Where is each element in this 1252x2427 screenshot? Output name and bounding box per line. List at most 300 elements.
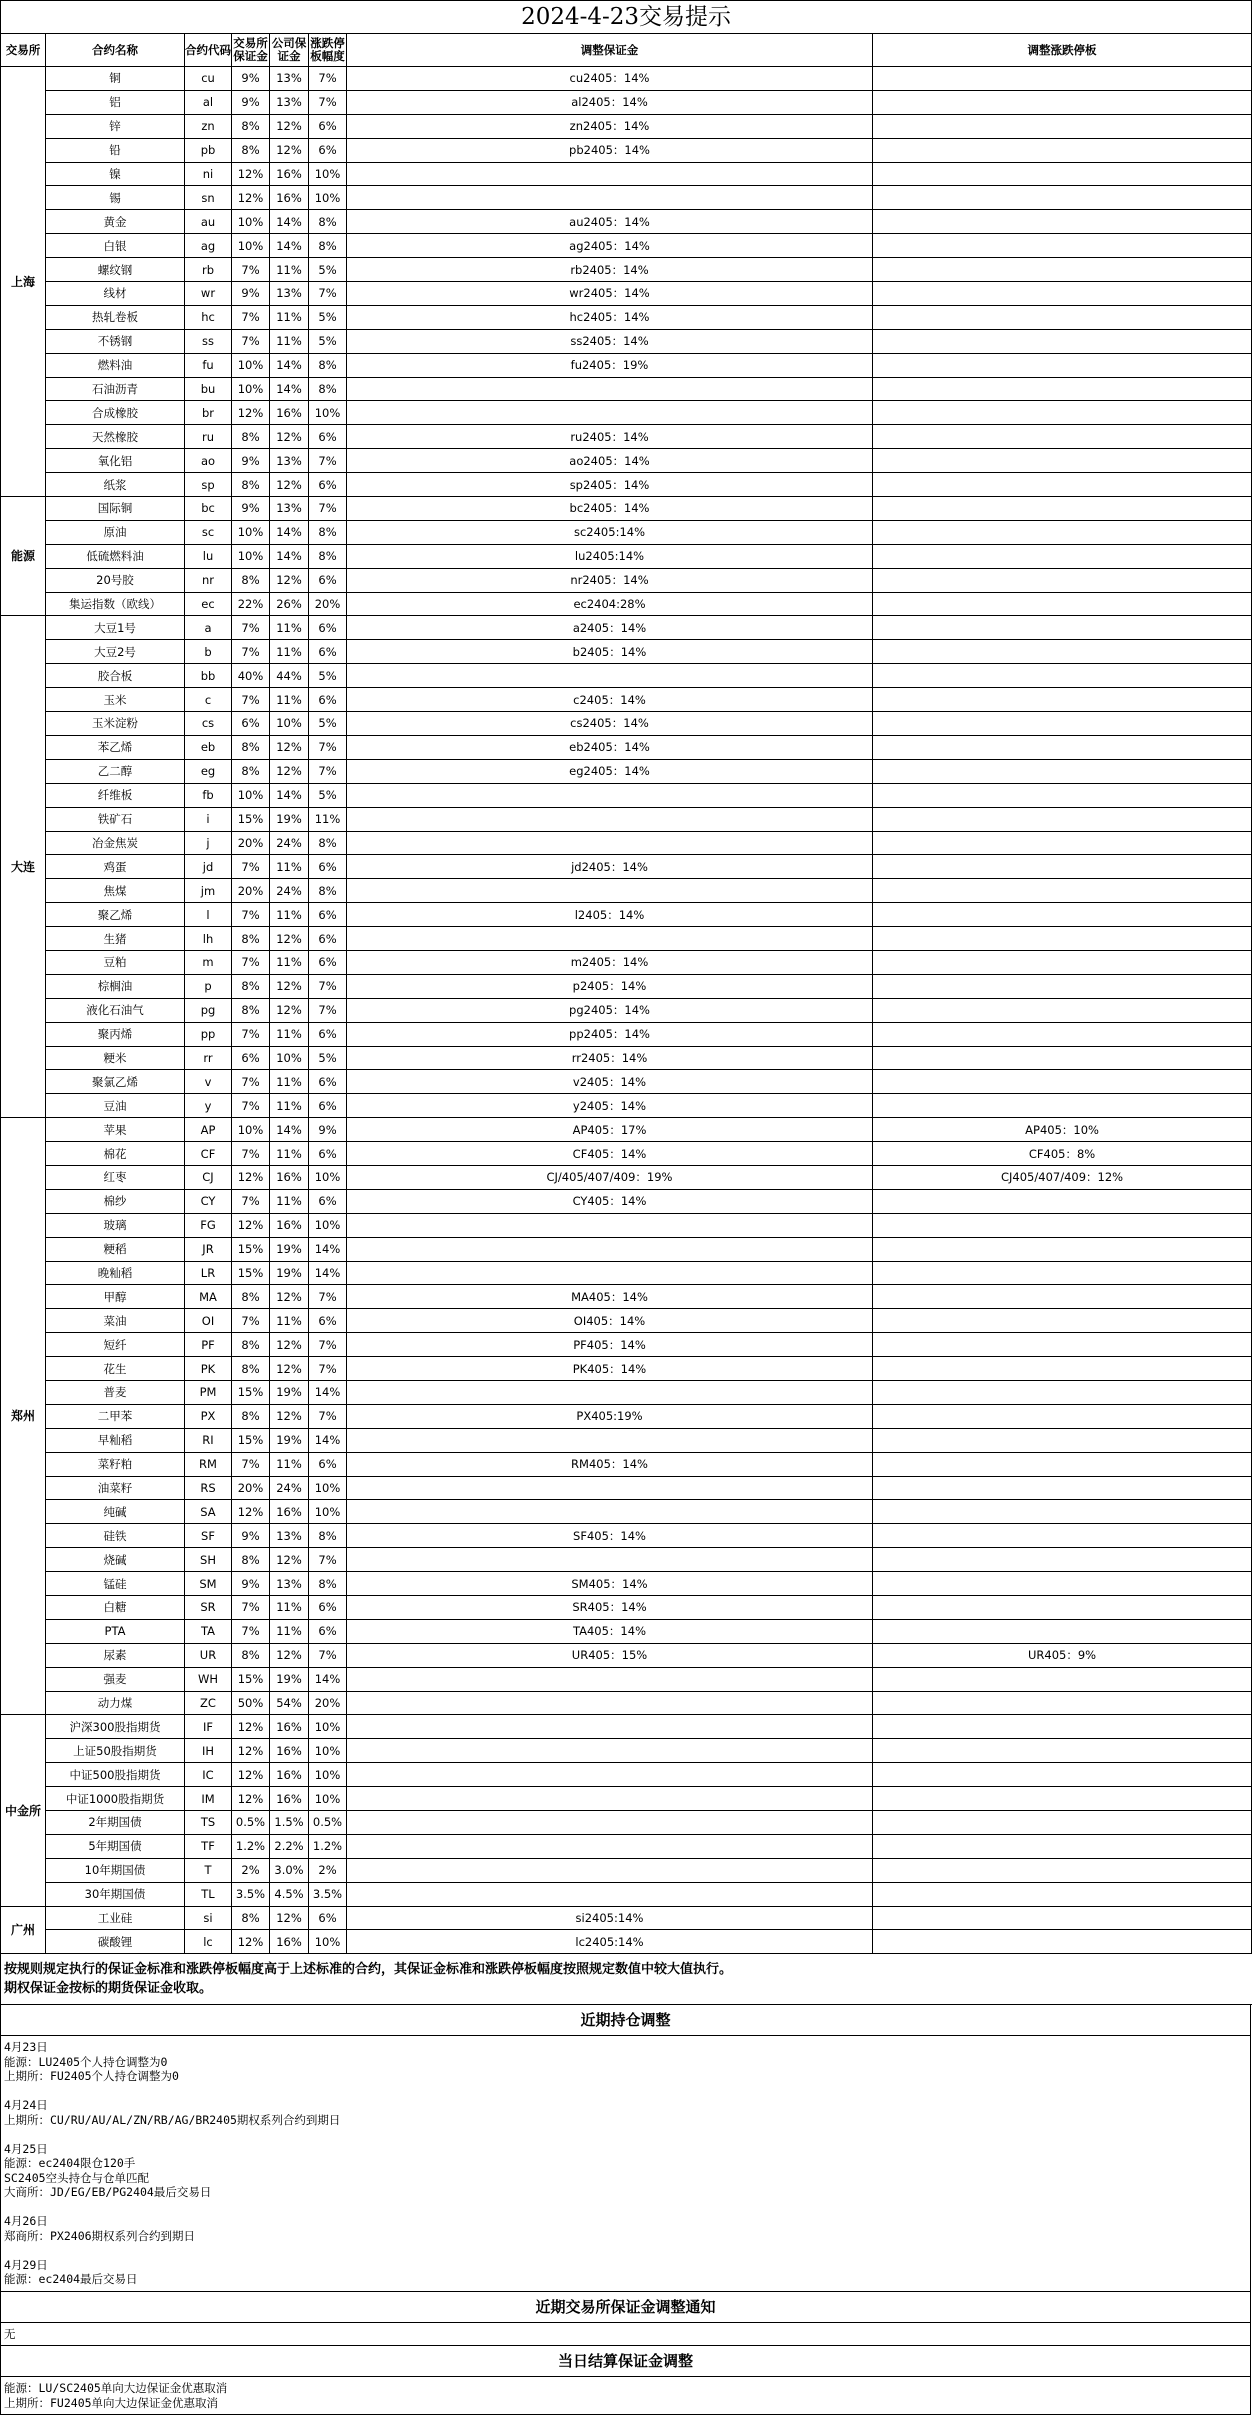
limit-cell: 7% <box>309 1285 347 1309</box>
limit-cell: 7% <box>309 449 347 473</box>
limit-cell: 6% <box>309 1452 347 1476</box>
company-margin-cell: 14% <box>270 1118 309 1142</box>
table-header <box>1 34 1252 67</box>
contract-code-cell: SH <box>185 1548 232 1572</box>
table-row <box>1 855 1252 879</box>
exchange-margin-cell: 20% <box>232 831 270 855</box>
exchange-cell: 上海 <box>1 67 46 497</box>
table-row <box>1 903 1252 927</box>
adjust-limit-cell <box>873 1046 1252 1070</box>
adjust-limit-cell <box>873 616 1252 640</box>
company-margin-cell: 19% <box>270 1380 309 1404</box>
exchange-margin-cell: 8% <box>232 568 270 592</box>
company-margin-cell: 11% <box>270 1619 309 1643</box>
table-row <box>1 1500 1252 1524</box>
contract-name-cell: 甲醇 <box>46 1285 185 1309</box>
exchange-margin-cell: 20% <box>232 879 270 903</box>
company-margin-cell: 12% <box>270 735 309 759</box>
adjust-limit-cell <box>873 1333 1252 1357</box>
contract-name-cell: 锰硅 <box>46 1572 185 1596</box>
table-row <box>1 1572 1252 1596</box>
adjust-margin-cell: v2405：14% <box>347 1070 873 1094</box>
exchange-margin-cell: 9% <box>232 67 270 91</box>
limit-cell: 8% <box>309 377 347 401</box>
exchange-margin-cell: 8% <box>232 1357 270 1381</box>
adjust-limit-cell <box>873 927 1252 951</box>
contract-code-cell: RI <box>185 1428 232 1452</box>
table-row <box>1 1333 1252 1357</box>
company-margin-cell: 12% <box>270 473 309 497</box>
adjust-limit-cell <box>873 831 1252 855</box>
contract-name-cell: 原油 <box>46 520 185 544</box>
contract-name-cell: 燃料油 <box>46 353 185 377</box>
contract-code-cell: bb <box>185 664 232 688</box>
adjust-limit-cell <box>873 186 1252 210</box>
company-margin-cell: 11% <box>270 640 309 664</box>
exchange-margin-cell: 7% <box>232 1619 270 1643</box>
adjust-margin-cell <box>347 1667 873 1691</box>
contract-code-cell: ss <box>185 329 232 353</box>
company-margin-cell: 16% <box>270 1500 309 1524</box>
table-row <box>1 67 1252 91</box>
spacer <box>4 2084 1247 2099</box>
company-margin-cell: 14% <box>270 783 309 807</box>
company-margin-cell: 14% <box>270 520 309 544</box>
contract-name-cell: 热轧卷板 <box>46 305 185 329</box>
contract-code-cell: IC <box>185 1763 232 1787</box>
adjust-limit-cell <box>873 592 1252 616</box>
contract-code-cell: i <box>185 807 232 831</box>
company-margin-cell: 11% <box>270 1309 309 1333</box>
exchange-notice-title: 近期交易所保证金调整通知 <box>0 2292 1251 2323</box>
adjust-margin-cell: PF405：14% <box>347 1333 873 1357</box>
company-margin-cell: 16% <box>270 1715 309 1739</box>
exchange-cell: 大连 <box>1 616 46 1118</box>
limit-cell: 14% <box>309 1667 347 1691</box>
contract-name-cell: 强麦 <box>46 1667 185 1691</box>
table-row <box>1 927 1252 951</box>
contract-code-cell: TA <box>185 1619 232 1643</box>
contract-name-cell: 螺纹钢 <box>46 258 185 282</box>
exchange-margin-cell: 12% <box>232 1715 270 1739</box>
limit-cell: 7% <box>309 1357 347 1381</box>
exchange-margin-cell: 9% <box>232 449 270 473</box>
contract-name-cell: 铅 <box>46 138 185 162</box>
company-margin-cell: 11% <box>270 1070 309 1094</box>
company-margin-cell: 14% <box>270 353 309 377</box>
exchange-margin-cell: 6% <box>232 1046 270 1070</box>
exchange-margin-cell: 10% <box>232 210 270 234</box>
exchange-margin-cell: 10% <box>232 544 270 568</box>
adjust-margin-cell: eg2405：14% <box>347 759 873 783</box>
table-row <box>1 234 1252 258</box>
contract-name-cell: 焦煤 <box>46 879 185 903</box>
limit-cell: 7% <box>309 759 347 783</box>
contract-name-cell: 5年期国债 <box>46 1834 185 1858</box>
adjust-margin-cell <box>347 879 873 903</box>
company-margin-cell: 19% <box>270 1667 309 1691</box>
limit-cell: 7% <box>309 1333 347 1357</box>
contract-name-cell: 粳米 <box>46 1046 185 1070</box>
table-row <box>1 1596 1252 1620</box>
table-row <box>1 1524 1252 1548</box>
adjust-margin-cell: CY405：14% <box>347 1189 873 1213</box>
table-row <box>1 1022 1252 1046</box>
adjust-limit-cell <box>873 568 1252 592</box>
contract-name-cell: 菜籽粕 <box>46 1452 185 1476</box>
table-row <box>1 1715 1252 1739</box>
position-entry-line: 上期所：FU2405个人持仓调整为0 <box>4 2069 179 2084</box>
adjust-margin-cell: sp2405：14% <box>347 473 873 497</box>
limit-cell: 10% <box>309 1787 347 1811</box>
exchange-margin-cell: 15% <box>232 1380 270 1404</box>
exchange-margin-cell: 9% <box>232 90 270 114</box>
adjust-margin-cell: au2405：14% <box>347 210 873 234</box>
exchange-margin-cell: 8% <box>232 974 270 998</box>
contract-code-cell: PM <box>185 1380 232 1404</box>
exchange-margin-cell: 7% <box>232 616 270 640</box>
table-row <box>1 305 1252 329</box>
position-entry-line: 郑商所：PX2406期权系列合约到期日 <box>4 2228 196 2243</box>
table-row <box>1 1763 1252 1787</box>
adjust-limit-cell <box>873 688 1252 712</box>
exchange-margin-cell: 12% <box>232 162 270 186</box>
adjust-limit-cell <box>873 664 1252 688</box>
table-row <box>1 1619 1252 1643</box>
exchange-margin-cell: 8% <box>232 138 270 162</box>
adjust-limit-cell <box>873 544 1252 568</box>
exchange-margin-cell: 12% <box>232 401 270 425</box>
company-margin-cell: 16% <box>270 1787 309 1811</box>
contract-code-cell: RS <box>185 1476 232 1500</box>
position-section-body <box>0 2036 1251 2292</box>
company-margin-cell: 14% <box>270 377 309 401</box>
table-row <box>1 162 1252 186</box>
adjust-margin-cell <box>347 1691 873 1715</box>
limit-cell: 6% <box>309 1070 347 1094</box>
adjust-margin-cell <box>347 377 873 401</box>
adjust-limit-cell <box>873 1094 1252 1118</box>
company-margin-cell: 13% <box>270 67 309 91</box>
limit-cell: 10% <box>309 162 347 186</box>
exchange-margin-cell: 7% <box>232 688 270 712</box>
exchange-margin-cell: 9% <box>232 282 270 306</box>
limit-cell: 6% <box>309 114 347 138</box>
table-row <box>1 712 1252 736</box>
adjust-margin-cell: pp2405：14% <box>347 1022 873 1046</box>
contract-code-cell: ec <box>185 592 232 616</box>
limit-cell: 5% <box>309 783 347 807</box>
adjust-margin-cell <box>347 1739 873 1763</box>
company-margin-cell: 2.2% <box>270 1834 309 1858</box>
adjust-margin-cell: ss2405：14% <box>347 329 873 353</box>
adjust-limit-cell <box>873 1667 1252 1691</box>
contract-code-cell: UR <box>185 1643 232 1667</box>
company-margin-cell: 11% <box>270 305 309 329</box>
limit-cell: 11% <box>309 807 347 831</box>
exchange-margin-cell: 1.2% <box>232 1834 270 1858</box>
limit-cell: 6% <box>309 1596 347 1620</box>
company-margin-cell: 26% <box>270 592 309 616</box>
limit-cell: 7% <box>309 974 347 998</box>
contract-code-cell: zn <box>185 114 232 138</box>
contract-code-cell: JR <box>185 1237 232 1261</box>
limit-cell: 7% <box>309 282 347 306</box>
contract-code-cell: TS <box>185 1811 232 1835</box>
adjust-margin-cell: SF405：14% <box>347 1524 873 1548</box>
contract-name-cell: 铝 <box>46 90 185 114</box>
adjust-margin-cell <box>347 1476 873 1500</box>
contract-code-cell: CJ <box>185 1165 232 1189</box>
adjust-limit-cell <box>873 807 1252 831</box>
contract-code-cell: si <box>185 1906 232 1930</box>
contract-code-cell: FG <box>185 1213 232 1237</box>
company-margin-cell: 19% <box>270 1237 309 1261</box>
table-row <box>1 497 1252 521</box>
adjust-margin-cell: jd2405：14% <box>347 855 873 879</box>
table-row <box>1 616 1252 640</box>
exchange-margin-cell: 2% <box>232 1858 270 1882</box>
limit-cell: 5% <box>309 305 347 329</box>
adjust-margin-cell: wr2405：14% <box>347 282 873 306</box>
limit-cell: 20% <box>309 592 347 616</box>
adjust-limit-cell <box>873 449 1252 473</box>
adjust-limit-cell <box>873 377 1252 401</box>
limit-cell: 14% <box>309 1261 347 1285</box>
table-row <box>1 186 1252 210</box>
limit-cell: 10% <box>309 1500 347 1524</box>
position-entry-line: 能源：ec2404限仓120手 <box>4 2156 136 2171</box>
adjust-limit-cell <box>873 1261 1252 1285</box>
table-row <box>1 90 1252 114</box>
adjust-margin-cell <box>347 186 873 210</box>
adjust-margin-cell: m2405：14% <box>347 950 873 974</box>
adjust-limit-cell <box>873 903 1252 927</box>
exchange-margin-cell: 8% <box>232 1548 270 1572</box>
position-entry-line: 上期所：CU/RU/AU/AL/ZN/RB/AG/BR2405期权系列合约到期日 <box>4 2112 341 2127</box>
limit-cell: 8% <box>309 353 347 377</box>
limit-cell: 5% <box>309 1046 347 1070</box>
contract-name-cell: 合成橡胶 <box>46 401 185 425</box>
table-row <box>1 544 1252 568</box>
contract-code-cell: jd <box>185 855 232 879</box>
contract-name-cell: 二甲苯 <box>46 1404 185 1428</box>
limit-cell: 6% <box>309 1619 347 1643</box>
company-margin-cell: 44% <box>270 664 309 688</box>
contract-code-cell: PK <box>185 1357 232 1381</box>
contract-name-cell: 大豆2号 <box>46 640 185 664</box>
exchange-margin-cell: 8% <box>232 1285 270 1309</box>
adjust-limit-cell <box>873 1619 1252 1643</box>
contract-code-cell: p <box>185 974 232 998</box>
exchange-margin-cell: 0.5% <box>232 1811 270 1835</box>
company-margin-cell: 11% <box>270 688 309 712</box>
contract-name-cell: 中证1000股指期货 <box>46 1787 185 1811</box>
contract-code-cell: au <box>185 210 232 234</box>
adjust-margin-cell <box>347 1500 873 1524</box>
limit-cell: 5% <box>309 664 347 688</box>
exchange-margin-cell: 10% <box>232 783 270 807</box>
company-margin-cell: 24% <box>270 1476 309 1500</box>
company-margin-cell: 3.0% <box>270 1858 309 1882</box>
adjust-margin-cell: ru2405：14% <box>347 425 873 449</box>
contract-name-cell: 生猪 <box>46 927 185 951</box>
contract-name-cell: 工业硅 <box>46 1906 185 1930</box>
limit-cell: 7% <box>309 1643 347 1667</box>
exchange-margin-cell: 12% <box>232 1763 270 1787</box>
limit-cell: 0.5% <box>309 1811 347 1835</box>
exchange-margin-cell: 15% <box>232 1667 270 1691</box>
adjust-margin-cell: sc2405:14% <box>347 520 873 544</box>
adjust-margin-cell: p2405：14% <box>347 974 873 998</box>
limit-cell: 8% <box>309 544 347 568</box>
adjust-margin-cell <box>347 162 873 186</box>
contract-name-cell: 豆油 <box>46 1094 185 1118</box>
adjust-limit-cell <box>873 234 1252 258</box>
contract-name-cell: 粳稻 <box>46 1237 185 1261</box>
adjust-margin-cell: TA405：14% <box>347 1619 873 1643</box>
limit-cell: 6% <box>309 688 347 712</box>
table-row <box>1 1309 1252 1333</box>
exchange-margin-cell: 8% <box>232 114 270 138</box>
limit-cell: 10% <box>309 1213 347 1237</box>
table-row <box>1 735 1252 759</box>
table-row <box>1 1930 1252 1954</box>
limit-cell: 7% <box>309 67 347 91</box>
company-margin-cell: 12% <box>270 1404 309 1428</box>
limit-cell: 6% <box>309 640 347 664</box>
adjust-limit-cell <box>873 1739 1252 1763</box>
company-margin-cell: 10% <box>270 712 309 736</box>
table-row <box>1 329 1252 353</box>
adjust-limit-cell <box>873 1596 1252 1620</box>
contract-code-cell: TF <box>185 1834 232 1858</box>
contract-name-cell: 晚籼稻 <box>46 1261 185 1285</box>
limit-cell: 10% <box>309 1739 347 1763</box>
contract-code-cell: pg <box>185 998 232 1022</box>
contract-name-cell: 铜 <box>46 67 185 91</box>
position-section-title: 近期持仓调整 <box>0 2005 1251 2036</box>
limit-cell: 5% <box>309 712 347 736</box>
contract-name-cell: 菜油 <box>46 1309 185 1333</box>
contract-code-cell: eg <box>185 759 232 783</box>
adjust-limit-cell <box>873 1930 1252 1954</box>
contract-code-cell: sp <box>185 473 232 497</box>
contract-name-cell: 锡 <box>46 186 185 210</box>
limit-cell: 6% <box>309 568 347 592</box>
table-row <box>1 1261 1252 1285</box>
contract-code-cell: CF <box>185 1142 232 1166</box>
adjust-margin-cell <box>347 927 873 951</box>
contract-code-cell: bc <box>185 497 232 521</box>
adjust-limit-cell <box>873 1357 1252 1381</box>
exchange-margin-cell: 9% <box>232 1572 270 1596</box>
limit-cell: 6% <box>309 1094 347 1118</box>
contract-code-cell: ni <box>185 162 232 186</box>
adjust-margin-cell: rb2405：14% <box>347 258 873 282</box>
exchange-margin-cell: 9% <box>232 1524 270 1548</box>
contract-code-cell: IM <box>185 1787 232 1811</box>
limit-cell: 6% <box>309 473 347 497</box>
rule-note <box>0 1954 1252 2005</box>
exchange-margin-cell: 8% <box>232 998 270 1022</box>
exchange-margin-cell: 10% <box>232 234 270 258</box>
contract-code-cell: ag <box>185 234 232 258</box>
company-margin-cell: 12% <box>270 1285 309 1309</box>
contract-name-cell: 碳酸锂 <box>46 1930 185 1954</box>
limit-cell: 5% <box>309 258 347 282</box>
company-margin-cell: 16% <box>270 186 309 210</box>
contract-code-cell: IF <box>185 1715 232 1739</box>
table-row <box>1 114 1252 138</box>
table-row <box>1 210 1252 234</box>
company-margin-cell: 54% <box>270 1691 309 1715</box>
table-row <box>1 1667 1252 1691</box>
adjust-margin-cell: hc2405：14% <box>347 305 873 329</box>
adjust-limit-cell <box>873 1285 1252 1309</box>
table-row <box>1 568 1252 592</box>
adjust-margin-cell <box>347 401 873 425</box>
adjust-margin-cell: y2405：14% <box>347 1094 873 1118</box>
limit-cell: 6% <box>309 903 347 927</box>
exchange-margin-cell: 8% <box>232 473 270 497</box>
adjust-margin-cell: fu2405：19% <box>347 353 873 377</box>
contract-code-cell: IH <box>185 1739 232 1763</box>
contract-code-cell: c <box>185 688 232 712</box>
exchange-margin-cell: 8% <box>232 1404 270 1428</box>
exchange-margin-cell: 7% <box>232 1022 270 1046</box>
contract-name-cell: 油菜籽 <box>46 1476 185 1500</box>
contract-code-cell: cu <box>185 67 232 91</box>
company-margin-cell: 11% <box>270 855 309 879</box>
contract-code-cell: fb <box>185 783 232 807</box>
limit-cell: 6% <box>309 950 347 974</box>
limit-cell: 10% <box>309 1763 347 1787</box>
contract-code-cell: lu <box>185 544 232 568</box>
table-row <box>1 1189 1252 1213</box>
contract-code-cell: sc <box>185 520 232 544</box>
contract-code-cell: b <box>185 640 232 664</box>
exchange-margin-cell: 7% <box>232 1452 270 1476</box>
company-margin-cell: 12% <box>270 114 309 138</box>
table-row <box>1 807 1252 831</box>
company-margin-cell: 11% <box>270 616 309 640</box>
table-row <box>1 759 1252 783</box>
contract-code-cell: RM <box>185 1452 232 1476</box>
limit-cell: 5% <box>309 329 347 353</box>
contract-code-cell: pp <box>185 1022 232 1046</box>
company-margin-cell: 11% <box>270 950 309 974</box>
exchange-margin-cell: 7% <box>232 1309 270 1333</box>
contract-name-cell: 鸡蛋 <box>46 855 185 879</box>
adjust-margin-cell <box>347 1882 873 1906</box>
company-margin-cell: 11% <box>270 1094 309 1118</box>
table-row <box>1 950 1252 974</box>
adjust-margin-cell: RM405：14% <box>347 1452 873 1476</box>
company-margin-cell: 12% <box>270 1643 309 1667</box>
adjust-limit-cell <box>873 1428 1252 1452</box>
contract-code-cell: fu <box>185 353 232 377</box>
table-row <box>1 998 1252 1022</box>
exchange-margin-cell: 15% <box>232 1428 270 1452</box>
adjust-margin-cell: zn2405：14% <box>347 114 873 138</box>
company-margin-cell: 16% <box>270 1165 309 1189</box>
adjust-limit-cell <box>873 90 1252 114</box>
header-company-margin: 公司保证金 <box>270 34 309 67</box>
table-row <box>1 1165 1252 1189</box>
contract-code-cell: ao <box>185 449 232 473</box>
contract-name-cell: 天然橡胶 <box>46 425 185 449</box>
